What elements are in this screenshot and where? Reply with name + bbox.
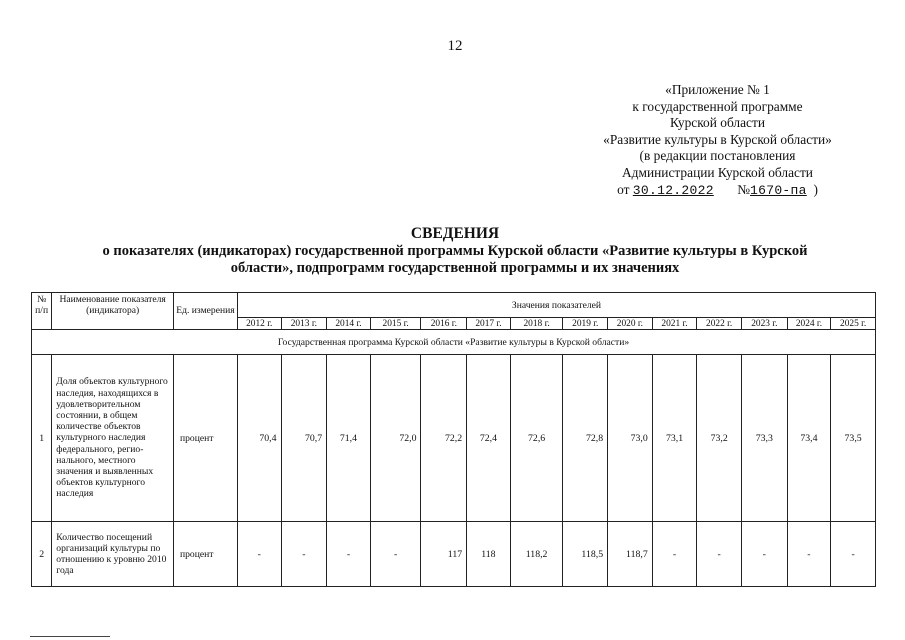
- appendix-line: (в редакции постановления: [639, 148, 796, 164]
- unit-cell: процент: [174, 355, 238, 522]
- value-cell: 118,2: [510, 522, 563, 587]
- header-year: 2017 г.: [467, 318, 511, 330]
- appendix-line: к государственной программе: [632, 98, 803, 114]
- header-year: 2014 г.: [327, 318, 371, 330]
- appendix-line: «Приложение № 1: [665, 82, 770, 97]
- indicator-name: Доля объектов культурного наследия, находящихся в удовлетворительном состоянии, в общем количестве объектов культурного наследия федерального, регио-нального, местного значения и выявленных объектов культурного наследия: [52, 355, 174, 522]
- resolution-reference: [590, 182, 845, 200]
- value-cell: 118,5: [563, 522, 608, 587]
- header-values: Значения показателей: [237, 293, 875, 318]
- closing-paren: ): [813, 181, 818, 197]
- header-year: 2019 г.: [563, 318, 608, 330]
- row-number: 2: [32, 522, 52, 587]
- value-cell: -: [652, 522, 697, 587]
- header-year: 2016 г.: [421, 318, 467, 330]
- header-year: 2013 г.: [281, 318, 327, 330]
- value-cell: 72,4: [467, 355, 511, 522]
- value-cell: 70,4: [237, 355, 281, 522]
- value-cell: 118,7: [608, 522, 653, 587]
- value-cell: 71,4: [327, 355, 371, 522]
- appendix-line: Администрации Курской области: [622, 164, 813, 180]
- value-cell: -: [237, 522, 281, 587]
- table-row: [32, 355, 876, 522]
- header-indicator-name: Наименование показателя (индикатора): [52, 293, 174, 330]
- value-cell: 73,0: [608, 355, 653, 522]
- resolution-date: 30.12.2022: [632, 182, 714, 198]
- header-year: 2024 г.: [787, 318, 831, 330]
- value-cell: 73,1: [652, 355, 697, 522]
- appendix-line: «Развитие культуры в Курской области»: [603, 131, 832, 147]
- unit-cell: процент: [174, 522, 238, 587]
- value-cell: 73,2: [697, 355, 742, 522]
- value-cell: 72,8: [563, 355, 608, 522]
- header-year: 2021 г.: [652, 318, 697, 330]
- value-cell: 118: [467, 522, 511, 587]
- page-number: 12: [447, 38, 463, 54]
- header-year: 2020 г.: [608, 318, 653, 330]
- value-cell: -: [697, 522, 742, 587]
- header-unit: Ед. измерения: [174, 293, 238, 330]
- indicator-name: Количество посещений организаций культуры по отношению к уровню 2010 года: [52, 522, 174, 587]
- header-year: 2023 г.: [741, 318, 787, 330]
- section-title: Государственная программа Курской области «Развитие культуры в Курской области»: [32, 330, 876, 355]
- value-cell: -: [787, 522, 831, 587]
- document-title: [60, 225, 850, 277]
- row-number: 1: [32, 355, 52, 522]
- appendix-block: [590, 82, 845, 199]
- value-cell: 73,4: [787, 355, 831, 522]
- value-cell: -: [831, 522, 876, 587]
- table-row: [32, 522, 876, 587]
- header-year: 2025 г.: [831, 318, 876, 330]
- value-cell: -: [327, 522, 371, 587]
- header-year: 2012 г.: [237, 318, 281, 330]
- value-cell: -: [741, 522, 787, 587]
- footnote-divider: [30, 636, 110, 637]
- resolution-number: 1670-па: [750, 182, 807, 198]
- value-cell: 72,2: [421, 355, 467, 522]
- header-number: № п/п: [32, 293, 52, 330]
- value-cell: -: [281, 522, 327, 587]
- value-cell: 72,0: [370, 355, 421, 522]
- title-line-1: о показателях (индикаторах) государственной программы Курской области «Развитие культуры в Курской: [102, 243, 808, 259]
- header-year: 2018 г.: [510, 318, 563, 330]
- appendix-line: Курской области: [669, 115, 766, 131]
- indicators-table: [31, 292, 876, 587]
- value-cell: 117: [421, 522, 467, 587]
- value-cell: -: [370, 522, 421, 587]
- header-year: 2015 г.: [370, 318, 421, 330]
- title-main: СВЕДЕНИЯ: [410, 225, 500, 242]
- value-cell: 70,7: [281, 355, 327, 522]
- value-cell: 73,3: [741, 355, 787, 522]
- header-year: 2022 г.: [697, 318, 742, 330]
- from-label: от: [617, 181, 630, 197]
- title-line-2: области», подпрограмм государственной программы и их значениях: [230, 260, 680, 276]
- number-label: №: [737, 181, 751, 197]
- value-cell: 72,6: [510, 355, 563, 522]
- value-cell: 73,5: [831, 355, 876, 522]
